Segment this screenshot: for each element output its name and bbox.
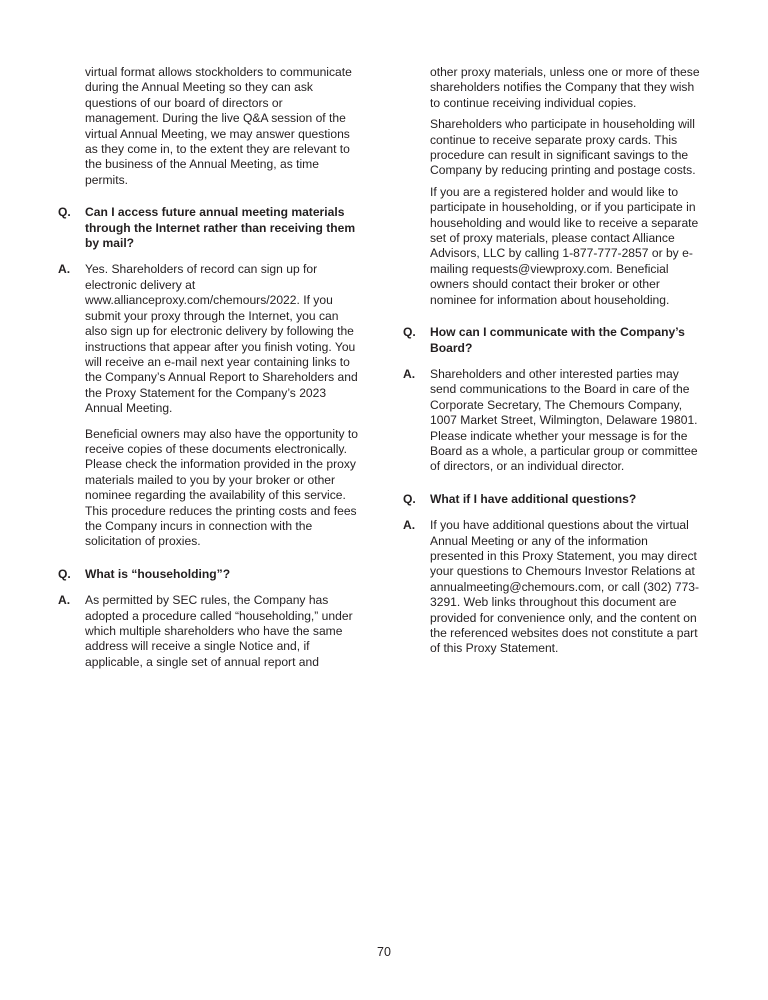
answer-additional [403,518,703,657]
a-marker: A. [403,366,416,381]
intro-paragraph: virtual format allows stockholders to communicate during the Annual Meeting so they can ask questions of our board of directors or management. During the live Q&A session of the virtual Annual Meeting, we may answer questions as they come in, to the extent they are relevant to the business of the Annual Meeting, as time permits. [85,65,352,187]
answer-communicate-board [403,367,703,475]
question-text: Can I access future annual meeting materials through the Internet rather than receiving them by mail? [85,205,356,251]
answer-text: As permitted by SEC rules, the Company has adopted a procedure called “householding,” under which multiple shareholders who have the same address will receive a single Notice and, if applicable, a single set of annual report and [85,593,353,669]
answer-householding [58,593,358,670]
left-column [58,65,358,676]
answer-text: Shareholders and other interested parties may send communications to the Board in care of the Corporate Secretary, The Chemours Company, 1007 Market Street, Wilmington, Delaware 19801. Please indicate whether your message is for the Board as a whole, a particular group or committee of directors, or an individual director. [430,366,698,474]
a-marker: A. [58,262,71,277]
q-marker: Q. [58,205,71,220]
answer-text: If you have additional questions about the virtual Annual Meeting or any of the information presented in this Proxy Statement, you may direct your questions to Chemours Investor Relations at annualmeeting@chemours.com, or call (302) 773-3291. Web links throughout this document are provided for convenience only, and the content on the referenced websites does not constitute a part of this Proxy Statement. [430,518,700,656]
question-additional [403,492,703,507]
householding-paragraph: Shareholders who participate in householding will continue to receive separate proxy cards. This procedure can result in significant savings to the Company by reducing printing and postage costs. [430,117,696,178]
answer-text: Yes. Shareholders of record can sign up for electronic delivery at www.allianceproxy.com/chemours/2022. If you submit your proxy through the Internet, you can also sign up for electronic delivery by following the instructions that appear after you finish voting. You will receive an e-mail next year containing links to the Company’s Annual Report to Shareholders and the Proxy Statement for the Company’s 2023 Annual Meeting. [85,262,358,416]
page-number: 70 [377,945,391,959]
continued-paragraph: other proxy materials, unless one or more of these shareholders notifies the Company that they wish to continue receiving individual copies. [430,65,700,110]
answer-future-materials [58,262,358,416]
answer-paragraph: Beneficial owners may also have the opportunity to receive copies of these documents electronically. Please check the information provided in the proxy materials mailed to you by your broker or other nominee regarding the availability of this service. This procedure reduces the printing costs and fees the Company incurs in connection with the solicitation of proxies. [85,426,358,549]
question-text: What if I have additional questions? [430,491,637,506]
q-marker: Q. [403,325,416,340]
right-column [403,65,703,663]
question-text: How can I communicate with the Company’s Board? [430,325,685,355]
a-marker: A. [403,518,416,533]
contact-paragraph: If you are a registered holder and would like to participate in householding, or if you participate in householding and would like to receive a separate set of proxy materials, please contact Alliance Advisors, LLC by calling 1-877-777-2857 or by e-mailing requests@viewproxy.com. Beneficial owners should contact their broker or other nominee for information about householding. [430,184,699,307]
a-marker: A. [58,593,71,608]
question-householding [58,567,358,582]
question-communicate-board [403,325,703,356]
q-marker: Q. [403,491,416,506]
question-text: What is “householding”? [85,566,231,581]
question-future-materials [58,205,358,251]
q-marker: Q. [58,566,71,581]
